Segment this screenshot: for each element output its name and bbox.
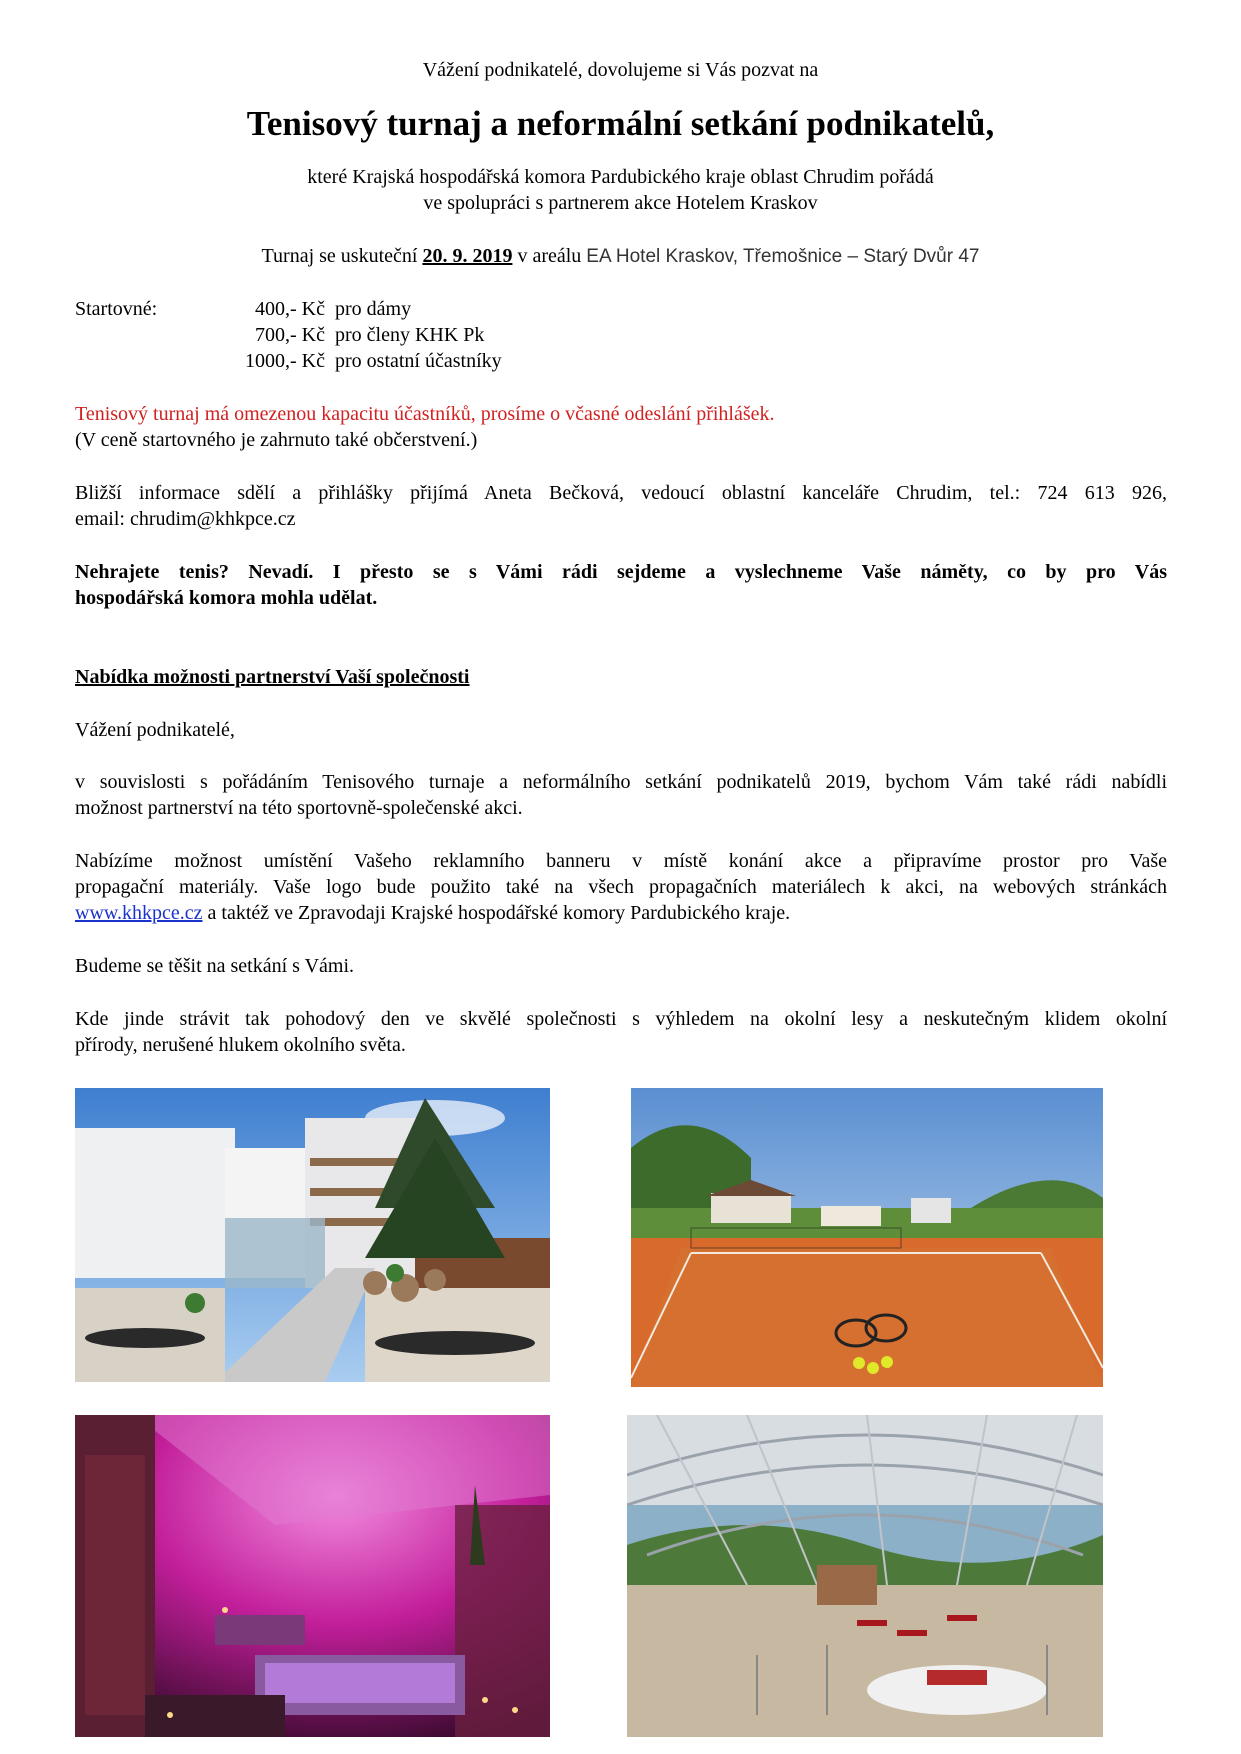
partnership-para2-line2: propagační materiály. Vaše logo bude použito také na všech propagačních materiálech k akci, na webových stránkách: [75, 876, 1167, 898]
fee-target: pro dámy: [335, 298, 412, 320]
date-venue-line: [0, 243, 1241, 270]
fee-row-members: [225, 322, 484, 348]
fee-row-ladies: [225, 296, 411, 322]
organizer-line-2: ve spolupráci s partnerem akce Hotelem Kraskov: [423, 192, 818, 214]
organizer-line-1: které Krajská hospodářská komora Pardubického kraje oblast Chrudim pořádá: [307, 166, 934, 188]
partnership-salutation: Vážení podnikatelé,: [75, 719, 235, 741]
partnership-para3-line2: přírody, nerušené hlukem okolního světa.: [75, 1034, 406, 1056]
fee-row-others: [225, 348, 502, 374]
no-tennis-line-2: hospodářská komora mohla udělat.: [75, 587, 378, 609]
terrace-photo: [627, 1415, 1103, 1737]
capacity-notice: Tenisový turnaj má omezenou kapacitu účastníků, prosíme o včasné odeslání přihlášek.: [75, 403, 775, 425]
fee-amount: 700,- Kč: [255, 324, 325, 346]
event-venue: EA Hotel Kraskov, Třemošnice – Starý Dvůr 47: [586, 246, 980, 267]
partnership-para1-line2: možnost partnerství na této sportovně-společenské akci.: [75, 797, 523, 819]
fee-target: pro členy KHK Pk: [335, 324, 485, 346]
fee-amount: 1000,- Kč: [245, 350, 325, 372]
contact-line-1: Bližší informace sdělí a přihlášky přijímá Aneta Bečková, vedoucí oblastní kanceláře Chrudim, tel.: 724 613 926,: [75, 482, 1167, 504]
tennis-court-photo: [631, 1088, 1103, 1387]
partnership-para2-line3-rest: a taktéž ve Zpravodaji Krajské hospodářské komory Pardubického kraje.: [202, 902, 791, 924]
website-link[interactable]: www.khkpce.cz: [75, 902, 203, 924]
partnership-para3-line1: Kde jinde strávit tak pohodový den ve skvělé společnosti s výhledem na okolní lesy a neskutečným klidem okolní: [75, 1008, 1167, 1030]
fee-amount: 400,- Kč: [255, 298, 325, 320]
closing-line: Budeme se těšit na setkání s Vámi.: [75, 955, 355, 977]
hotel-exterior-photo: [75, 1088, 550, 1382]
event-date: 20. 9. 2019: [422, 245, 513, 267]
greeting-line: Vážení podnikatelé, dovolujeme si Vás pozvat na: [422, 59, 819, 81]
refreshment-note: (V ceně startovného je zahrnuto také občerstvení.): [75, 429, 478, 451]
partnership-heading: Nabídka možnosti partnerství Vaší společnosti: [75, 666, 470, 688]
wellness-photo: [75, 1415, 550, 1737]
date-mid: v areálu: [512, 245, 587, 267]
contact-line-2: email: chrudim@khkpce.cz: [75, 508, 296, 530]
partnership-para1-line1: v souvislosti s pořádáním Tenisového turnaje a neformálního setkání podnikatelů 2019, bychom Vám také rádi nabídli: [75, 771, 1167, 793]
fees-label: Startovné:: [75, 298, 158, 320]
partnership-para2-line3: [75, 900, 790, 926]
fee-target: pro ostatní účastníky: [335, 350, 502, 372]
page-title: Tenisový turnaj a neformální setkání podnikatelů,: [246, 104, 995, 143]
no-tennis-line-1: Nehrajete tenis? Nevadí. I přesto se s Vámi rádi sejdeme a vyslechneme Vaše náměty, co by pro Vás: [75, 561, 1167, 583]
partnership-para2-line1: Nabízíme možnost umístění Vašeho reklamního banneru v místě konání akce a připravíme prostor pro Vaše: [75, 850, 1167, 872]
date-prefix: Turnaj se uskuteční: [261, 245, 423, 267]
